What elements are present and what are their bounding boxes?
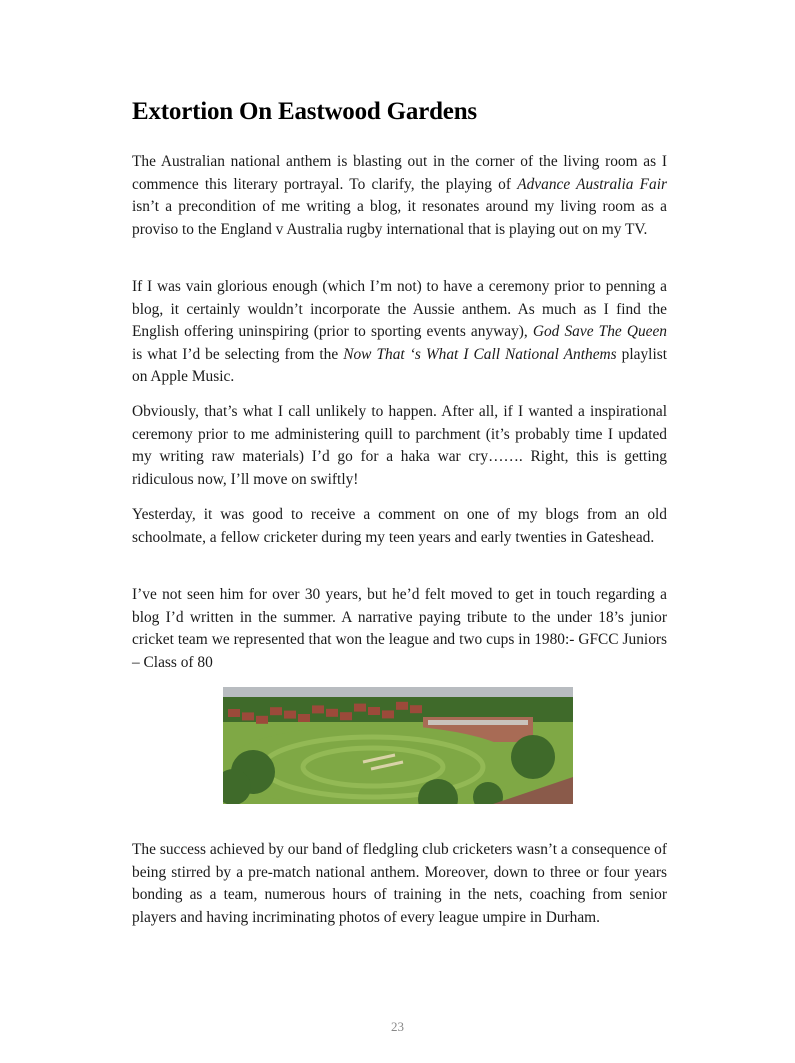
- paragraph-text: is what I’d be selecting from the: [132, 345, 344, 363]
- house-roof: [410, 705, 422, 713]
- paragraph: [132, 504, 667, 549]
- house-roof: [284, 711, 296, 719]
- house-roof: [354, 704, 366, 712]
- house-roof: [298, 714, 310, 722]
- house-roof: [242, 712, 254, 720]
- paragraph: [132, 151, 667, 241]
- italic-title-text: Advance Australia Fair: [517, 175, 667, 193]
- school-roof: [428, 720, 528, 725]
- paragraph-text: If I was vain glorious enough (which I’m not) to have a ceremony prior to penning a blog, it certainly wouldn’t incorporate the Aussie anthem. As much as I find the English offering uninspiring (prior to sporting events anyway),: [132, 278, 667, 340]
- cricket-ground-photo: [223, 687, 573, 804]
- page-number: 23: [391, 1019, 404, 1034]
- house-roof: [312, 705, 324, 713]
- paragraph-text: playlist on Apple Music.: [132, 345, 667, 385]
- house-roof: [340, 712, 352, 720]
- paragraph-text: Yesterday, it was good to receive a comment on one of my blogs from an old schoolmate, a fellow cricketer during my teen years and early twenties in Gateshead.: [132, 506, 667, 546]
- paragraph-text: isn’t a precondition of me writing a blog, it resonates around my living room as a proviso to the England v Australia rugby international that is playing out on my TV.: [132, 198, 667, 238]
- paragraph-text: Obviously, that’s what I call unlikely to happen. After all, if I wanted a inspirational ceremony prior to me administering quill to parchment (it’s probably time I updated my writing raw materials) I’d go for a haka war cry……. Right, this is getting ridiculous now, I’ll move on swiftly!: [132, 403, 667, 488]
- tree: [511, 735, 555, 779]
- paragraph: [132, 276, 667, 389]
- house-roof: [326, 709, 338, 717]
- paragraph-text: The Australian national anthem is blasting out in the corner of the living room as I commence this literary portrayal. To clarify, the playing of: [132, 153, 667, 193]
- cricket-ground-illustration: [223, 687, 573, 804]
- paragraph: [132, 401, 667, 491]
- italic-title-text: Now That ‘s What I Call National Anthems: [343, 345, 617, 363]
- paragraph-text: I’ve not seen him for over 30 years, but he’d felt moved to get in touch regarding a blog I’d written in the summer. A narrative paying tribute to the under 18’s junior cricket team we represented that won the league and two cups in 1980:- GFCC Juniors – Class of 80: [132, 586, 667, 671]
- house-roof: [368, 707, 380, 715]
- paragraph: [132, 839, 667, 929]
- paragraph-text: The success achieved by our band of fledgling club cricketers wasn’t a consequence of being stirred by a pre-match national anthem. Moreover, down to three or four years bonding as a team, numerous hours of training in the nets, coaching from senior players and having incriminating photos of every league umpire in Durham.: [132, 841, 667, 926]
- italic-title-text: God Save The Queen: [532, 323, 667, 340]
- house-roof: [270, 707, 282, 715]
- house-roof: [228, 709, 240, 717]
- house-roof: [382, 710, 394, 718]
- house-roof: [396, 702, 408, 710]
- house-roof: [256, 716, 268, 724]
- paragraph: [132, 584, 667, 674]
- page-title: Extortion On Eastwood Gardens: [132, 98, 477, 125]
